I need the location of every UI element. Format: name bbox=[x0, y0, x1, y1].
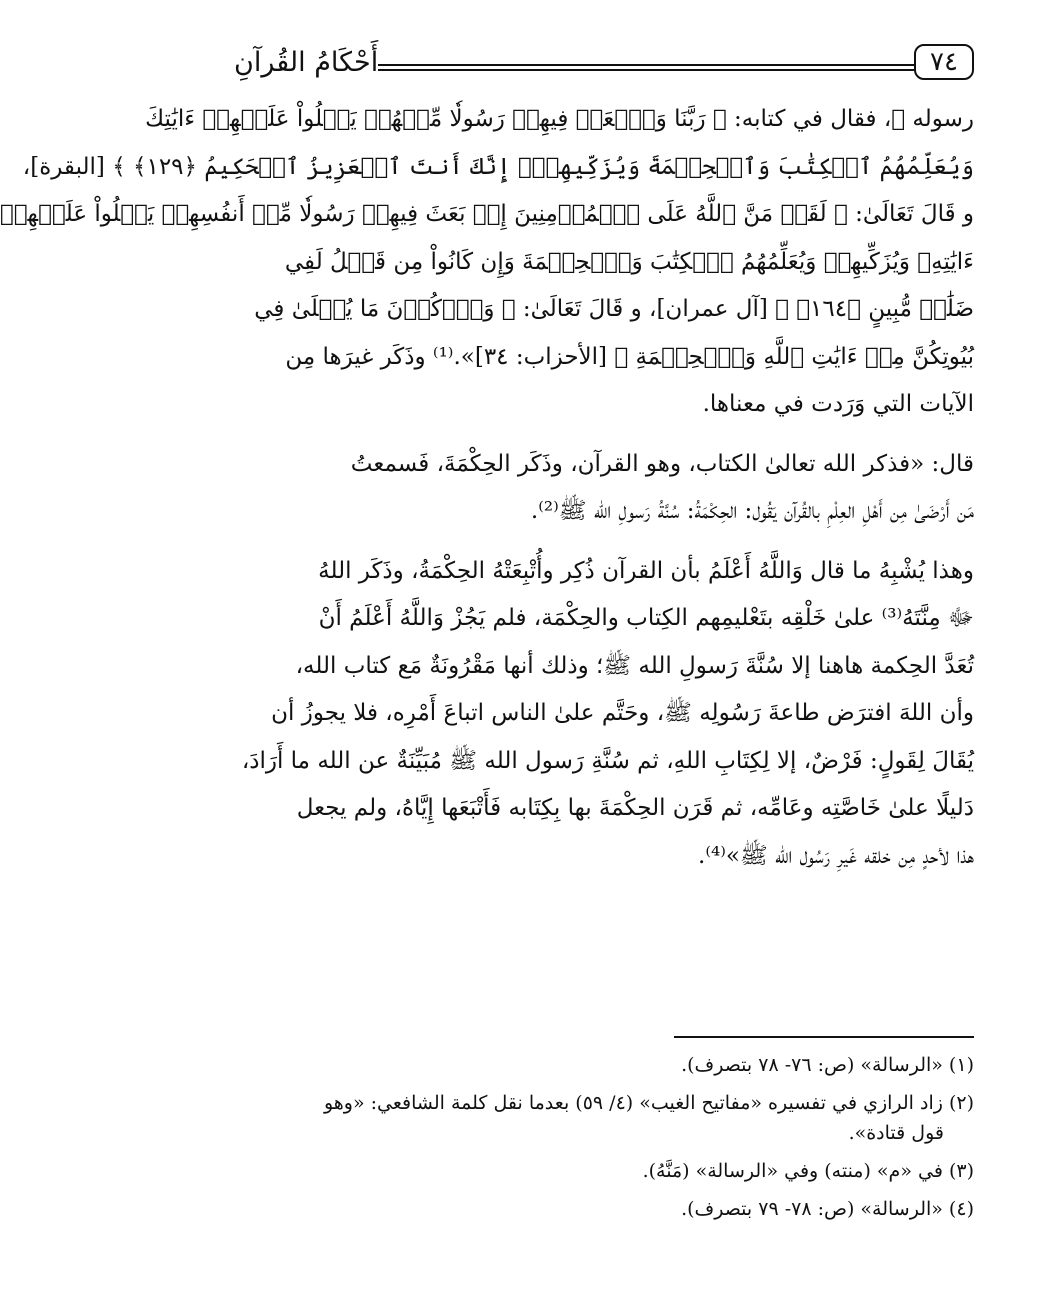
text-line: هذا لأحدٍ مِن خلقه غَيرِ رَسُول الله ﷺ»⁽⁴⁾. bbox=[698, 842, 974, 869]
footnote-separator bbox=[674, 1036, 974, 1038]
text-line: و قَالَ تَعَالَىٰ: ﴿ لَقَدۡ مَنَّ ٱللَّهُ عَلَى ٱلۡمُؤۡمِنِينَ إِذۡ بَعَثَ فِيهِمۡ رَسُولٗا مِّنۡ أَنفُسِهِمۡ يَتۡلُواْ عَلَيۡهِمۡ bbox=[0, 201, 974, 227]
text-line: وهذا يُشْبِهُ ما قال وَاللَّهُ أَعْلَمُ بأن القرآن ذُكِر وأُتْبِعَتْهُ الحِكْمَةُ، وذَكَر اللهُ bbox=[318, 557, 974, 584]
footnote: (٤) «الرسالة» (ص: ٧٨- ٧٩ بتصرف). bbox=[681, 1198, 974, 1220]
footnotes bbox=[228, 1050, 974, 1232]
page-number: ٧٤ bbox=[930, 47, 958, 77]
text-line: رسوله ﷺ، فقال في كتابه: ﴿ رَبَّنَا وَٱبۡعَثۡ فِيهِمۡ رَسُولٗا مِّنۡهُمۡ يَتۡلُواْ عَلَيۡهِمۡ ءَايَٰتِكَ bbox=[145, 106, 974, 132]
text-line: ضَلَٰلٖ مُّبِينٍ ﴿١٦٤﴾ ﴾ [آل عمران]، و قَالَ تَعَالَىٰ: ﴿ وَٱذۡكُرۡنَ مَا يُتۡلَىٰ فِي bbox=[254, 296, 974, 322]
running-title: أَحْكَامُ القُرآنِ bbox=[234, 46, 379, 78]
text-line: بُيُوتِكُنَّ مِنۡ ءَايَٰتِ ٱللَّهِ وَٱلۡحِكۡمَةِ ﴾ [الأحزاب: ٣٤]».⁽¹⁾ وذَكَر غيرَها مِن bbox=[285, 343, 974, 370]
footnote: (١) «الرسالة» (ص: ٧٦- ٧٨ بتصرف). bbox=[681, 1054, 974, 1076]
header-rule bbox=[378, 64, 914, 71]
paragraph-quotes bbox=[0, 96, 974, 429]
page-number-box bbox=[914, 44, 974, 80]
text-line: يُقَالَ لِقَولٍ: فَرْضٌ، إلا لِكِتَابِ اللهِ، ثم سُنَّةِ رَسول الله ﷺ مُبَيِّنَةٌ عن الله ما أَرَادَ، bbox=[241, 747, 974, 774]
text-line: تُعَدَّ الحِكمة هاهنا إلا سُنَّةَ رَسولِ الله ﷺ؛ وذلك أنها مَقْرُونَةٌ مَع كتاب الله، bbox=[295, 652, 974, 679]
footnote: (٣) في «م» (منته) وفي «الرسالة» (مَنَّهُ). bbox=[642, 1160, 974, 1182]
book-page bbox=[0, 36, 974, 1276]
page-header bbox=[228, 36, 974, 88]
footnote: (٢) زاد الرازي في تفسيره «مفاتيح الغيب» (٤/ ٥٩) بعدما نقل كلمة الشافعي: «وهو bbox=[323, 1092, 974, 1114]
text-line: دَليلًا علىٰ خَاصَّتِه وعَامِّه، ثم قَرَن الحِكْمَةَ بها بِكِتَابه فَأَتْبَعَها إِيَّاهُ، ولم يجعل bbox=[296, 795, 974, 821]
text-line: وَيُعَلِّمُهُمُ ٱلۡكِتَٰبَ وَٱلۡحِكۡمَةَ وَيُزَكِّيهِمۡۖ إِنَّكَ أَنتَ ٱلۡعَزِيزُ ٱلۡحَكِيمُ ﴿١٢٩﴾ ﴾ [البقرة]، bbox=[22, 153, 974, 180]
text-line: ﷻ مِنَّتَهُ⁽³⁾ علىٰ خَلْقِه بتَعْليمِهم الكِتاب والحِكْمَة، فلم يَجُزْ وَاللَّهُ أَعْلَمُ أَنْ bbox=[318, 605, 974, 631]
text-line: قال: «فذكر الله تعالىٰ الكتاب، وهو القرآن، وذَكَر الحِكْمَةَ، فَسمعتُ bbox=[350, 450, 974, 477]
text-line: الآيات التي وَرَدت في معناها. bbox=[702, 391, 974, 417]
text-line: ءَايَٰتِهِۦ وَيُزَكِّيهِمۡ وَيُعَلِّمُهُمُ ٱلۡكِتَٰبَ وَٱلۡحِكۡمَةَ وَإِن كَانُواْ مِن قَبۡلُ لَفِي bbox=[284, 248, 974, 275]
paragraph-hikma bbox=[228, 548, 974, 881]
footnote-continuation: قول قتادة». bbox=[848, 1122, 944, 1144]
paragraph-qal bbox=[228, 441, 974, 536]
text-line: مَن أَرْضَىٰ مِن أَهْلِ العِلْمِ بالقُرآن يَقُول: الحِكْمَةُ: سُنَّةُ رَسولِ الله ﷺ⁽²⁾. bbox=[530, 498, 974, 524]
text-line: وأن اللهَ افترَض طاعةَ رَسُولِه ﷺ، وحَتَّم علىٰ الناس اتباعَ أَمْرِه، فلا يجوزُ أن bbox=[271, 700, 974, 726]
